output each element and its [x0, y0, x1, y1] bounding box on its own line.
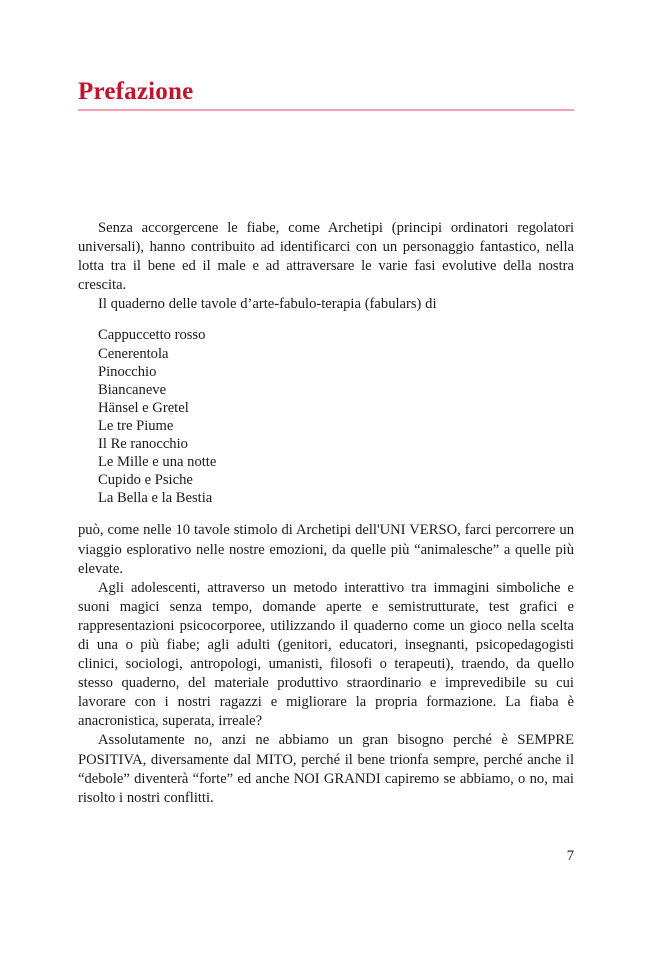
paragraph-intro: Senza accorgercene le fiabe, come Archetipi (principi ordinatori regolatori universali), hanno contribuito ad identificarci con un personaggio fantastico, nella lotta tra il bene ed il male e ad attraversare le varie fasi evolutive della nostra crescita.	[78, 220, 574, 294]
list-item: Cappuccetto rosso	[98, 327, 206, 344]
list-item: Le Mille e una notte	[98, 454, 217, 471]
paragraph-quaderno-lead-in: Il quaderno delle tavole d’arte-fabulo-terapia (fabulars) di	[98, 296, 437, 313]
list-item: Pinocchio	[98, 363, 157, 380]
paragraph-universo: può, come nelle 10 tavole stimolo di Archetipi dell'UNI VERSO, farci percorrere un viaggio esplorativo nelle nostre emozioni, da quelle più “animalesche” a quelle più elevate.	[78, 522, 574, 577]
list-item: Le tre Piume	[98, 417, 174, 434]
list-item: Cenerentola	[98, 345, 169, 362]
paragraph-adolescenti: Agli adolescenti, attraverso un metodo interattivo tra immagini simboliche e suoni magici senza tempo, domande aperte e semistrutturate, test grafici e rappresentazioni psicocorporee, utilizzando il quaderno come un gioco nella scelta di una o più fiabe; agli adulti (genitori, educatori, insegnanti, psicopedagogisti clinici, sociologi, antropologi, umanisti, filosofi o terapeuti), traendo, da quello stesso quaderno, del materiale produttivo straordinario e imprevedibile su cui lavorare con i nostri ragazzi e migliorare la propria formazione. La fiaba è anacronistica, superata, irreale?	[78, 579, 574, 730]
page-title: Prefazione	[78, 78, 194, 105]
fairy-tale-list	[78, 326, 574, 507]
page-number: 7	[566, 848, 574, 864]
title-divider-rule	[78, 109, 574, 111]
body-text-column	[78, 219, 574, 808]
list-item: Cupido e Psiche	[98, 472, 193, 489]
list-item: Biancaneve	[98, 381, 167, 398]
paragraph-assolutamente: Assolutamente no, anzi ne abbiamo un gran bisogno perché è SEMPRE POSITIVA, diversamente dal MITO, perché il bene trionfa sempre, perché anche il “debole” diventerà “forte” ed anche NOI GRANDI capiremo se abbiamo, o no, mai risolto i nostri conflitti.	[78, 732, 574, 806]
list-item: Hänsel e Gretel	[98, 399, 189, 416]
list-item: La Bella e la Bestia	[98, 490, 213, 507]
list-item: Il Re ranocchio	[98, 436, 188, 453]
